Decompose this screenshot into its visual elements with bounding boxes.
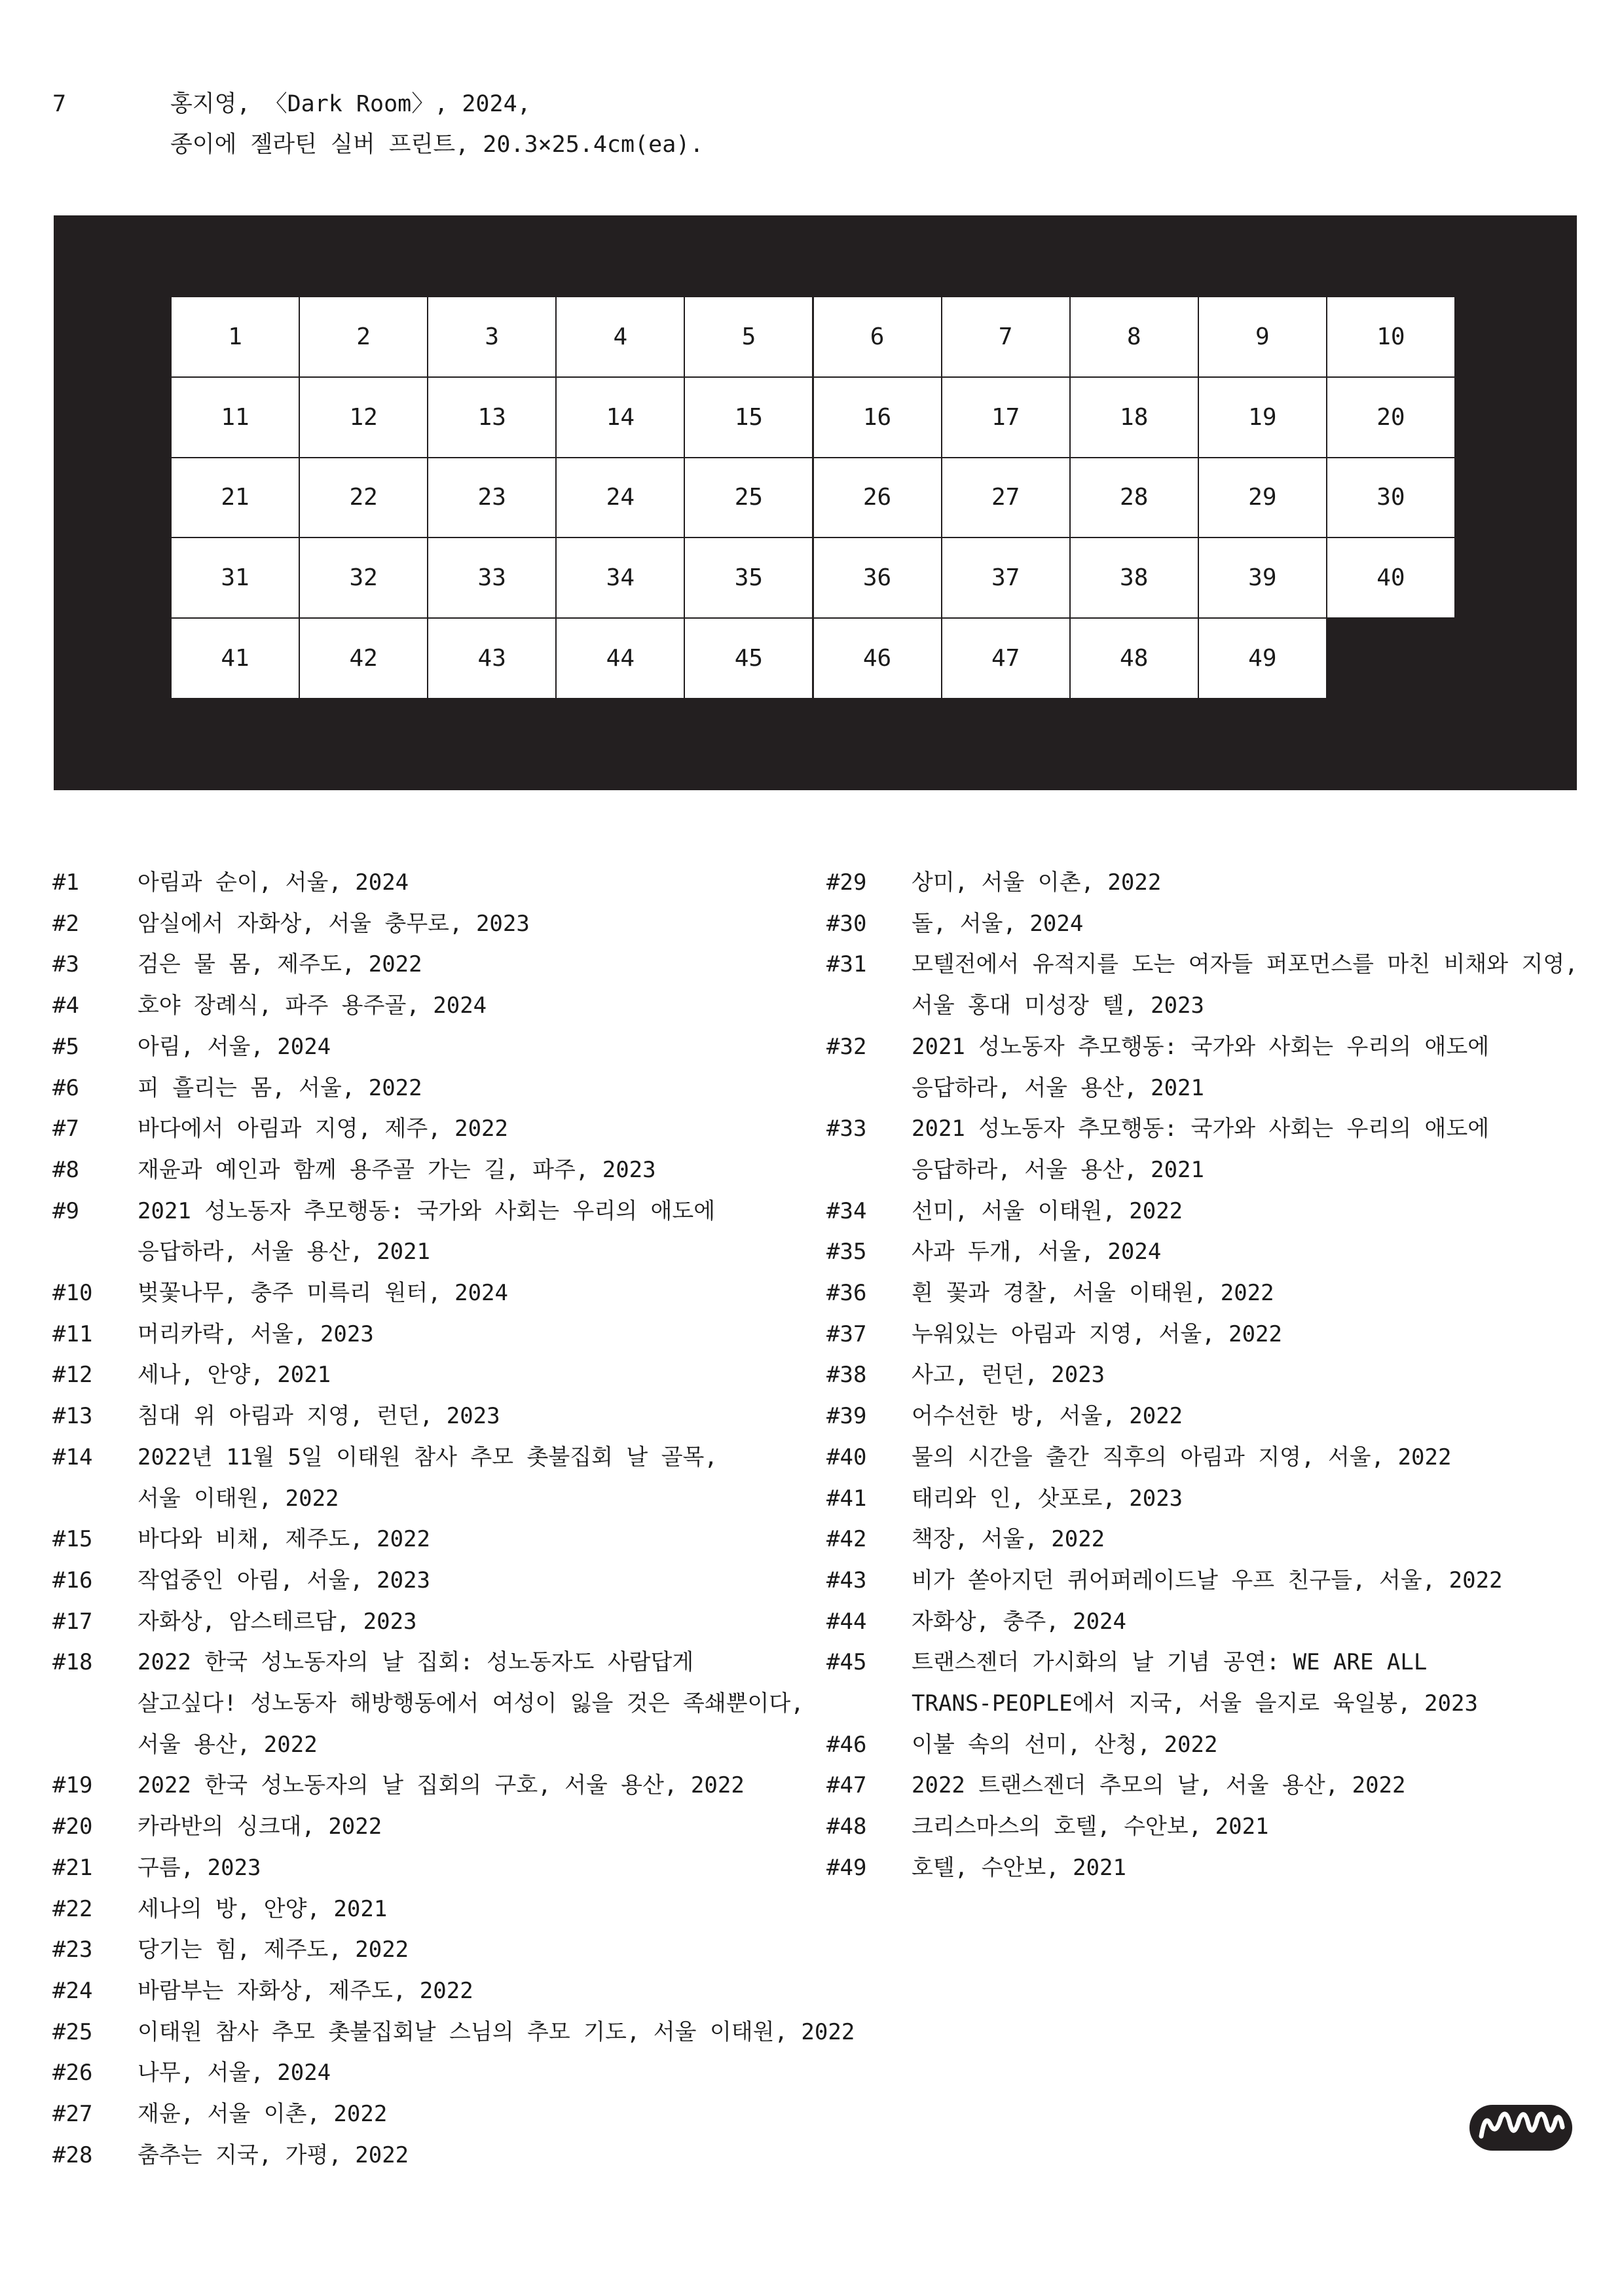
caption-entry xyxy=(52,1355,812,1396)
caption-index: #4 xyxy=(52,993,79,1019)
caption-text-line: 이불 속의 선미, 산청, 2022 xyxy=(912,1731,1218,1758)
grid-cell: 48 xyxy=(1071,619,1198,698)
caption-text xyxy=(138,2012,855,2053)
grid-cell: 4 xyxy=(557,297,684,376)
caption-index: #25 xyxy=(52,2018,93,2045)
caption-text-line: 사고, 런던, 2023 xyxy=(912,1362,1105,1389)
caption-index: #14 xyxy=(52,1444,93,1470)
caption-text-line: 2021 성노동자 추모행동: 국가와 사회는 우리의 애도에 xyxy=(138,1197,716,1224)
caption-index: #20 xyxy=(52,1813,93,1840)
caption-text-line: 응답하라, 서울 용산, 2021 xyxy=(912,1074,1204,1101)
caption-text-line: 나무, 서울, 2024 xyxy=(138,2060,331,2086)
caption-index: #24 xyxy=(52,1977,93,2004)
caption-text xyxy=(912,1806,1586,1848)
caption-lines xyxy=(170,84,703,165)
grid-cell: 3 xyxy=(428,297,555,376)
caption-text-line: 2022년 11월 5일 이태원 참사 추모 촛불집회 날 골목, xyxy=(138,1444,718,1470)
caption-index: #19 xyxy=(52,1772,93,1799)
caption-text-line: 트랜스젠더 가시화의 날 기념 공연: WE ARE ALL xyxy=(912,1649,1428,1676)
caption-entry xyxy=(826,1848,1586,1889)
caption-entry xyxy=(52,1273,812,1314)
grid-cell: 22 xyxy=(300,458,427,538)
caption-text xyxy=(138,1765,812,1806)
caption-entry xyxy=(52,1889,812,1930)
caption-text xyxy=(138,1971,812,2012)
grid-cell: 37 xyxy=(942,538,1069,617)
grid-cell: 15 xyxy=(685,378,812,457)
caption-text-line: 물의 시간을 출간 직후의 아림과 지영, 서울, 2022 xyxy=(912,1444,1452,1470)
caption-text-line: 2022 트랜스젠더 추모의 날, 서울 용산, 2022 xyxy=(912,1772,1406,1799)
caption-index: #10 xyxy=(52,1280,93,1307)
caption-text xyxy=(138,1929,812,1971)
caption-text-line: 당기는 힘, 제주도, 2022 xyxy=(138,1937,409,1963)
grid-cell: 44 xyxy=(557,619,684,698)
caption-text-line: 구름, 2023 xyxy=(138,1854,261,1881)
caption-index: #6 xyxy=(52,1074,79,1101)
caption-index: #49 xyxy=(826,1854,867,1881)
caption-entry xyxy=(52,1642,812,1765)
grid-cell: 7 xyxy=(942,297,1069,376)
caption-index: #39 xyxy=(826,1403,867,1430)
caption-entry xyxy=(52,1068,812,1109)
caption-text xyxy=(138,1642,812,1765)
caption-entry xyxy=(52,1396,812,1437)
caption-text xyxy=(912,1519,1586,1560)
caption-text-line: 2021 성노동자 추모행동: 국가와 사회는 우리의 애도에 xyxy=(912,1116,1490,1142)
grid-cell: 8 xyxy=(1071,297,1198,376)
grid-cell: 29 xyxy=(1199,458,1326,538)
caption-text xyxy=(912,1437,1586,1478)
caption-text xyxy=(912,1724,1586,1766)
caption-text xyxy=(138,1068,812,1109)
caption-text xyxy=(138,1889,812,1930)
caption-text-line: 서울 이태원, 2022 xyxy=(138,1485,339,1512)
grid-cell: 28 xyxy=(1071,458,1198,538)
caption-text xyxy=(138,1108,812,1150)
caption-entry xyxy=(52,1560,812,1601)
caption-entry xyxy=(826,1724,1586,1766)
caption-text-line: 카라반의 싱크대, 2022 xyxy=(138,1813,382,1840)
caption-text xyxy=(912,1027,1586,1108)
caption-text xyxy=(138,1150,812,1191)
caption-index: #35 xyxy=(826,1239,867,1266)
caption-entry xyxy=(52,2094,812,2135)
grid-cell: 45 xyxy=(685,619,812,698)
caption-index: #2 xyxy=(52,910,79,937)
caption-index: #28 xyxy=(52,2141,93,2168)
caption-entry xyxy=(826,1273,1586,1314)
caption-text xyxy=(912,1355,1586,1396)
caption-text-line: 살고싶다! 성노동자 해방행동에서 여성이 잃을 것은 족쇄뿐이다, xyxy=(138,1690,804,1717)
caption-text-line: 서울 홍대 미성장 텔, 2023 xyxy=(912,993,1204,1019)
caption-text-line: 돌, 서울, 2024 xyxy=(912,910,1084,937)
caption-text-line: 바다와 비채, 제주도, 2022 xyxy=(138,1526,430,1553)
grid-cell: 34 xyxy=(557,538,684,617)
caption-text xyxy=(138,944,812,985)
caption-entry xyxy=(826,1765,1586,1806)
caption-text xyxy=(912,903,1586,945)
caption-index: #26 xyxy=(52,2060,93,2086)
grid-cell: 41 xyxy=(172,619,299,698)
caption-text-line: 상미, 서울 이촌, 2022 xyxy=(912,869,1162,896)
caption-text-line: 2021 성노동자 추모행동: 국가와 사회는 우리의 애도에 xyxy=(912,1033,1490,1060)
caption-entry xyxy=(826,1231,1586,1273)
caption-index: #12 xyxy=(52,1362,93,1389)
caption-text xyxy=(138,1437,812,1519)
caption-text-line: 태리와 인, 삿포로, 2023 xyxy=(912,1485,1183,1512)
caption-entry xyxy=(52,1027,812,1068)
caption-entry xyxy=(52,2012,855,2053)
caption-entry xyxy=(52,2052,812,2094)
grid-cell: 9 xyxy=(1199,297,1326,376)
caption-index: #40 xyxy=(826,1444,867,1470)
caption-text xyxy=(912,1273,1586,1314)
caption-entry xyxy=(826,944,1586,1026)
grid-cell: 38 xyxy=(1071,538,1198,617)
caption-text xyxy=(138,1191,812,1273)
caption-index: #48 xyxy=(826,1813,867,1840)
caption-text-line: 작업중인 아림, 서울, 2023 xyxy=(138,1567,430,1594)
caption-text xyxy=(138,1027,812,1068)
grid-cell: 14 xyxy=(557,378,684,457)
grid-cell: 47 xyxy=(942,619,1069,698)
caption-text xyxy=(138,1273,812,1314)
caption-text-line: 흰 꽃과 경찰, 서울 이태원, 2022 xyxy=(912,1280,1274,1307)
grid-cell: 49 xyxy=(1199,619,1326,698)
grid-cell: 39 xyxy=(1199,538,1326,617)
caption-text xyxy=(912,1848,1586,1889)
caption-entry xyxy=(52,1971,812,2012)
caption-entry xyxy=(52,903,812,945)
caption-text-line: 아림, 서울, 2024 xyxy=(138,1033,331,1060)
caption-entry xyxy=(826,1027,1586,1108)
caption-text-line: 세나, 안양, 2021 xyxy=(138,1362,331,1389)
grid-cell: 5 xyxy=(685,297,812,376)
grid-cell: 32 xyxy=(300,538,427,617)
grid-cell: 43 xyxy=(428,619,555,698)
caption-entry xyxy=(52,1191,812,1273)
caption-index: #45 xyxy=(826,1649,867,1676)
caption-index: #31 xyxy=(826,951,867,978)
caption-index: #27 xyxy=(52,2101,93,2128)
caption-index: #32 xyxy=(826,1033,867,1060)
caption-text-line: 침대 위 아림과 지영, 런던, 2023 xyxy=(138,1403,500,1430)
caption-text-line: TRANS-PEOPLE에서 지국, 서울 을지로 육일봉, 2023 xyxy=(912,1690,1478,1717)
caption-text-line: 비가 쏟아지던 퀴어퍼레이드날 우프 친구들, 서울, 2022 xyxy=(912,1567,1503,1594)
caption-text xyxy=(912,1601,1586,1643)
caption-index: #36 xyxy=(826,1280,867,1307)
caption-index: #9 xyxy=(52,1197,79,1224)
caption-text-line: 호텔, 수안보, 2021 xyxy=(912,1854,1126,1881)
caption-index: #7 xyxy=(52,1116,79,1142)
caption-index: #37 xyxy=(826,1321,867,1347)
caption-entry xyxy=(826,903,1586,945)
grid-cell: 16 xyxy=(814,378,941,457)
caption-text-line: 세나의 방, 안양, 2021 xyxy=(138,1895,388,1922)
grid-cell: 27 xyxy=(942,458,1069,538)
caption-entry xyxy=(826,1437,1586,1478)
caption-index: #16 xyxy=(52,1567,93,1594)
caption-text xyxy=(912,862,1586,903)
caption-entry xyxy=(52,1929,812,1971)
caption-text-line: 책장, 서울, 2022 xyxy=(912,1526,1105,1553)
caption-medium-line: 종이에 젤라틴 실버 프린트, 20.3×25.4cm(ea). xyxy=(170,132,704,158)
grid-cell: 46 xyxy=(814,619,941,698)
grid-cell: 31 xyxy=(172,538,299,617)
caption-text xyxy=(912,1396,1586,1437)
grid-cell: 18 xyxy=(1071,378,1198,457)
caption-text-line: 서울 용산, 2022 xyxy=(138,1731,318,1758)
caption-index: #5 xyxy=(52,1033,79,1060)
caption-text xyxy=(912,1560,1586,1601)
caption-text xyxy=(912,1314,1586,1355)
caption-text xyxy=(912,1191,1586,1232)
grid-cell: 26 xyxy=(814,458,941,538)
caption-index: #17 xyxy=(52,1608,93,1635)
caption-text xyxy=(138,2135,812,2176)
caption-index: #3 xyxy=(52,951,79,978)
caption-text-line: 재윤, 서울 이촌, 2022 xyxy=(138,2101,388,2128)
caption-entry xyxy=(826,1519,1586,1560)
caption-text-line: 호야 장례식, 파주 용주골, 2024 xyxy=(138,993,487,1019)
caption-text-line: 자화상, 암스테르담, 2023 xyxy=(138,1608,417,1635)
caption-entry xyxy=(826,862,1586,903)
caption-text xyxy=(138,2052,812,2094)
caption-entry xyxy=(826,1560,1586,1601)
caption-entry xyxy=(52,1519,812,1560)
caption-text xyxy=(138,2094,812,2135)
caption-text-line: 2022 한국 성노동자의 날 집회의 구호, 서울 용산, 2022 xyxy=(138,1772,745,1799)
grid-cell: 1 xyxy=(172,297,299,376)
caption-text-line: 머리카락, 서울, 2023 xyxy=(138,1321,374,1347)
grid-cell: 13 xyxy=(428,378,555,457)
caption-text-line: 춤추는 지국, 가평, 2022 xyxy=(138,2141,409,2168)
caption-text-line: 아림과 순이, 서울, 2024 xyxy=(138,869,409,896)
caption-index: #23 xyxy=(52,1937,93,1963)
grid-cell: 17 xyxy=(942,378,1069,457)
caption-text-line: 검은 물 몸, 제주도, 2022 xyxy=(138,951,422,978)
caption-text xyxy=(138,862,812,903)
caption-entry xyxy=(826,1601,1586,1643)
caption-text xyxy=(138,985,812,1027)
caption-entry xyxy=(826,1314,1586,1355)
caption-index: #46 xyxy=(826,1731,867,1758)
caption-text xyxy=(912,1108,1586,1190)
caption-index: #43 xyxy=(826,1567,867,1594)
grid-cell: 33 xyxy=(428,538,555,617)
caption-text xyxy=(138,1396,812,1437)
caption-text-line: 크리스마스의 호텔, 수안보, 2021 xyxy=(912,1813,1269,1840)
caption-text-line: 재윤과 예인과 함께 용주골 가는 길, 파주, 2023 xyxy=(138,1156,656,1183)
grid-cell: 36 xyxy=(814,538,941,617)
caption-text xyxy=(912,1231,1586,1273)
caption-index: #34 xyxy=(826,1197,867,1224)
caption-text-line: 피 흘리는 몸, 서울, 2022 xyxy=(138,1074,422,1101)
caption-title-line: 홍지영, 〈Dark Room〉, 2024, xyxy=(170,91,531,117)
caption-text-line: 모텔전에서 유적지를 도는 여자들 퍼포먼스를 마친 비채와 지영, xyxy=(912,951,1578,978)
caption-entry xyxy=(826,1396,1586,1437)
grid-cell: 35 xyxy=(685,538,812,617)
caption-index: #13 xyxy=(52,1403,93,1430)
caption-entry xyxy=(826,1642,1586,1724)
caption-entry xyxy=(52,985,812,1027)
caption-index: #21 xyxy=(52,1854,93,1881)
grid-cell: 11 xyxy=(172,378,299,457)
caption-text-line: 응답하라, 서울 용산, 2021 xyxy=(138,1239,430,1266)
caption-text-line: 바람부는 자화상, 제주도, 2022 xyxy=(138,1977,473,2004)
caption-entry xyxy=(52,1806,812,1848)
grid-cell: 21 xyxy=(172,458,299,538)
caption-entry xyxy=(52,1848,812,1889)
caption-index: #29 xyxy=(826,869,867,896)
caption-index: #11 xyxy=(52,1321,93,1347)
caption-entry xyxy=(826,1191,1586,1232)
dark-room-panel xyxy=(54,215,1577,790)
caption-text xyxy=(138,1848,812,1889)
grid-cell: 2 xyxy=(300,297,427,376)
logo-icon xyxy=(1467,2098,1575,2157)
caption-index: #33 xyxy=(826,1116,867,1142)
grid-cell: 12 xyxy=(300,378,427,457)
caption-entry xyxy=(52,1314,812,1355)
caption-entry xyxy=(52,1150,812,1191)
caption-index: #18 xyxy=(52,1649,93,1676)
caption-text xyxy=(912,944,1586,1026)
caption-entry xyxy=(52,862,812,903)
caption-entry xyxy=(52,1601,812,1643)
caption-text-line: 바다에서 아림과 지영, 제주, 2022 xyxy=(138,1116,508,1142)
caption-text-line: 이태원 참사 추모 촛불집회날 스님의 추모 기도, 서울 이태원, 2022 xyxy=(138,2018,855,2045)
grid-cell: 20 xyxy=(1327,378,1454,457)
caption-index: #30 xyxy=(826,910,867,937)
caption-text xyxy=(138,1601,812,1643)
caption-text-line: 선미, 서울 이태원, 2022 xyxy=(912,1197,1183,1224)
caption-index: #41 xyxy=(826,1485,867,1512)
grid-cell: 23 xyxy=(428,458,555,538)
caption-text xyxy=(138,1355,812,1396)
caption-index: #22 xyxy=(52,1895,93,1922)
caption-index: #1 xyxy=(52,869,79,896)
caption-list-right xyxy=(826,862,1586,1889)
caption-text xyxy=(912,1765,1586,1806)
caption-entry xyxy=(52,944,812,985)
caption-index: #42 xyxy=(826,1526,867,1553)
artwork-number: 7 xyxy=(52,91,67,117)
caption-text-line: 벚꽃나무, 충주 미륵리 원터, 2024 xyxy=(138,1280,508,1307)
grid-cell: 40 xyxy=(1327,538,1454,617)
grid-cell: 19 xyxy=(1199,378,1326,457)
grid-cell: 30 xyxy=(1327,458,1454,538)
caption-text-line: 누워있는 아림과 지영, 서울, 2022 xyxy=(912,1321,1282,1347)
caption-entry xyxy=(826,1108,1586,1190)
caption-text xyxy=(138,1519,812,1560)
caption-entry xyxy=(826,1355,1586,1396)
caption-entry xyxy=(52,1108,812,1150)
caption-text xyxy=(138,1806,812,1848)
caption-text-line: 2022 한국 성노동자의 날 집회: 성노동자도 사람답게 xyxy=(138,1649,694,1676)
caption-text-line: 사과 두개, 서울, 2024 xyxy=(912,1239,1162,1266)
caption-text xyxy=(138,1560,812,1601)
grid-cell: 25 xyxy=(685,458,812,538)
caption-index: #44 xyxy=(826,1608,867,1635)
caption-entry xyxy=(52,2135,812,2176)
caption-text xyxy=(138,1314,812,1355)
caption-index: #15 xyxy=(52,1526,93,1553)
publisher-logo xyxy=(1467,2098,1575,2157)
caption-text-line: 응답하라, 서울 용산, 2021 xyxy=(912,1156,1204,1183)
caption-index: #47 xyxy=(826,1772,867,1799)
grid-cell: 42 xyxy=(300,619,427,698)
caption-text xyxy=(912,1642,1586,1724)
caption-text-line: 자화상, 충주, 2024 xyxy=(912,1608,1126,1635)
caption-text-line: 암실에서 자화상, 서울 충무로, 2023 xyxy=(138,910,530,937)
caption-text-line: 어수선한 방, 서울, 2022 xyxy=(912,1403,1183,1430)
caption-text xyxy=(138,903,812,945)
caption-index: #38 xyxy=(826,1362,867,1389)
grid-cell: 10 xyxy=(1327,297,1454,376)
caption-entry xyxy=(826,1478,1586,1520)
photo-grid xyxy=(172,297,1456,699)
caption-entry xyxy=(52,1765,812,1806)
caption-entry xyxy=(52,1437,812,1519)
grid-cell: 6 xyxy=(814,297,941,376)
caption-entry xyxy=(826,1806,1586,1848)
caption-index: #8 xyxy=(52,1156,79,1183)
caption-text xyxy=(912,1478,1586,1520)
grid-cell: 24 xyxy=(557,458,684,538)
